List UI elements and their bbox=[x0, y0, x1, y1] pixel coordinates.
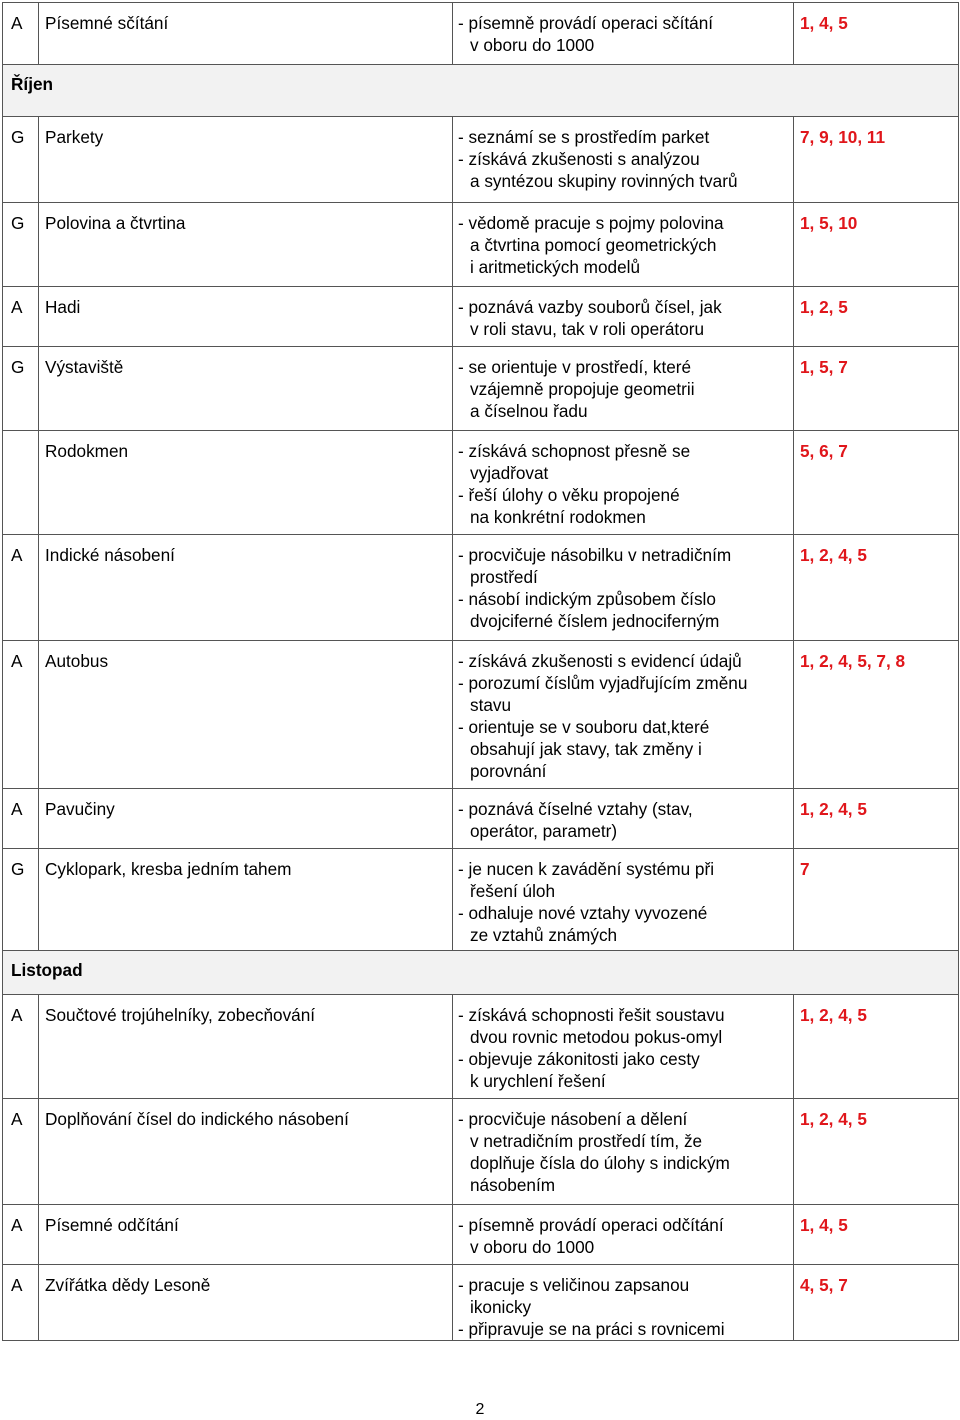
objective-line: dvojciferné číslem jednociferným bbox=[470, 611, 720, 631]
objective-line: vyjadřovat bbox=[470, 463, 549, 483]
objectives-cell bbox=[453, 641, 794, 789]
objectives-cell bbox=[453, 203, 794, 287]
objective-line: v oboru do 1000 bbox=[470, 1237, 595, 1257]
page-number: 2 bbox=[475, 1401, 485, 1418]
objective-line: - objevuje zákonitosti jako cesty bbox=[458, 1049, 700, 1069]
topic-title-cell: Hadi bbox=[39, 287, 453, 347]
table-row bbox=[3, 117, 959, 203]
competences-cell: 1, 2, 4, 5 bbox=[794, 1099, 959, 1205]
objective-line: dvou rovnic metodou pokus-omyl bbox=[470, 1027, 723, 1047]
topic-title-cell: Indické násobení bbox=[39, 535, 453, 641]
topic-title-cell: Autobus bbox=[39, 641, 453, 789]
competences-cell: 7 bbox=[794, 849, 959, 951]
objective-line: - odhaluje nové vztahy vyvozené bbox=[458, 903, 708, 923]
month-heading: Listopad bbox=[3, 951, 959, 995]
objective-line: v oboru do 1000 bbox=[470, 35, 595, 55]
table-row bbox=[3, 287, 959, 347]
area-code-cell: A bbox=[3, 1205, 39, 1265]
table-row bbox=[3, 535, 959, 641]
area-code-cell: G bbox=[3, 347, 39, 431]
competences-cell: 1, 2, 4, 5 bbox=[794, 535, 959, 641]
table-row bbox=[3, 1265, 959, 1341]
month-heading-row bbox=[3, 65, 959, 117]
objective-line: - připravuje se na práci s rovnicemi bbox=[458, 1319, 725, 1339]
objective-line: vzájemně propojuje geometrii bbox=[470, 379, 695, 399]
objective-line: a čtvrtina pomocí geometrických bbox=[470, 235, 717, 255]
objective-line: - porozumí číslům vyjadřujícím změnu bbox=[458, 673, 748, 693]
competences-cell: 7, 9, 10, 11 bbox=[794, 117, 959, 203]
objective-line: - procvičuje násobení a dělení bbox=[458, 1109, 688, 1129]
objective-line: ikonicky bbox=[470, 1297, 532, 1317]
objective-line: - získává zkušenosti s analýzou bbox=[458, 149, 700, 169]
area-code-cell: G bbox=[3, 849, 39, 951]
objective-line: - pracuje s veličinou zapsanou bbox=[458, 1275, 690, 1295]
competences-cell: 1, 2, 4, 5 bbox=[794, 789, 959, 849]
curriculum-table bbox=[2, 2, 959, 1341]
objective-line: - řeší úlohy o věku propojené bbox=[458, 485, 680, 505]
objective-line: doplňuje čísla do úlohy s indickým bbox=[470, 1153, 730, 1173]
topic-title-cell: Výstaviště bbox=[39, 347, 453, 431]
area-code-cell: A bbox=[3, 1265, 39, 1341]
objective-line: v roli stavu, tak v roli operátoru bbox=[470, 319, 705, 339]
area-code-cell: A bbox=[3, 535, 39, 641]
topic-title-cell: Doplňování čísel do indického násobení bbox=[39, 1099, 453, 1205]
objective-line: a číselnou řadu bbox=[470, 401, 588, 421]
objective-line: řešení úloh bbox=[470, 881, 556, 901]
objective-line: - písemně provádí operaci sčítání bbox=[458, 13, 714, 33]
objective-line: porovnání bbox=[470, 761, 547, 781]
topic-title-cell: Písemné odčítání bbox=[39, 1205, 453, 1265]
table-row bbox=[3, 1099, 959, 1205]
objectives-cell bbox=[453, 995, 794, 1099]
objective-line: - seznámí se s prostředím parket bbox=[458, 127, 710, 147]
objective-line: - získává zkušenosti s evidencí údajů bbox=[458, 651, 742, 671]
month-heading-row bbox=[3, 951, 959, 995]
objective-line: - získává schopnost přesně se bbox=[458, 441, 691, 461]
competences-cell: 1, 2, 4, 5, 7, 8 bbox=[794, 641, 959, 789]
topic-title-cell: Rodokmen bbox=[39, 431, 453, 535]
objective-line: - poznává vazby souborů čísel, jak bbox=[458, 297, 722, 317]
objective-line: - vědomě pracuje s pojmy polovina bbox=[458, 213, 724, 233]
objectives-cell bbox=[453, 431, 794, 535]
objective-line: - získává schopnosti řešit soustavu bbox=[458, 1005, 725, 1025]
objective-line: na konkrétní rodokmen bbox=[470, 507, 646, 527]
objectives-cell bbox=[453, 3, 794, 65]
competences-cell: 5, 6, 7 bbox=[794, 431, 959, 535]
objectives-cell bbox=[453, 1265, 794, 1341]
objective-line: operátor, parametr) bbox=[470, 821, 618, 841]
table-row bbox=[3, 3, 959, 65]
objective-line: - písemně provádí operaci odčítání bbox=[458, 1215, 724, 1235]
objective-line: v netradičním prostředí tím, že bbox=[470, 1131, 703, 1151]
area-code-cell: A bbox=[3, 995, 39, 1099]
area-code-cell: G bbox=[3, 117, 39, 203]
objective-line: - orientuje se v souboru dat,které bbox=[458, 717, 710, 737]
objective-line: - poznává číselné vztahy (stav, bbox=[458, 799, 693, 819]
area-code-cell: A bbox=[3, 287, 39, 347]
table-row bbox=[3, 641, 959, 789]
topic-title-cell: Zvířátka dědy Lesoně bbox=[39, 1265, 453, 1341]
area-code-cell: A bbox=[3, 1099, 39, 1205]
objectives-cell bbox=[453, 789, 794, 849]
objectives-cell bbox=[453, 535, 794, 641]
objectives-cell bbox=[453, 1205, 794, 1265]
objective-line: násobením bbox=[470, 1175, 556, 1195]
objective-line: - násobí indickým způsobem číslo bbox=[458, 589, 716, 609]
objective-line: ze vztahů známých bbox=[470, 925, 618, 945]
competences-cell: 1, 2, 5 bbox=[794, 287, 959, 347]
competences-cell: 1, 4, 5 bbox=[794, 3, 959, 65]
objective-line: - procvičuje násobilku v netradičním bbox=[458, 545, 732, 565]
objectives-cell bbox=[453, 849, 794, 951]
objective-line: k urychlení řešení bbox=[470, 1071, 606, 1091]
area-code-cell bbox=[3, 431, 39, 535]
area-code-cell: G bbox=[3, 203, 39, 287]
topic-title-cell: Cyklopark, kresba jedním tahem bbox=[39, 849, 453, 951]
objective-line: stavu bbox=[470, 695, 512, 715]
objectives-cell bbox=[453, 117, 794, 203]
month-heading: Říjen bbox=[3, 65, 959, 117]
topic-title-cell: Součtové trojúhelníky, zobecňování bbox=[39, 995, 453, 1099]
competences-cell: 1, 4, 5 bbox=[794, 1205, 959, 1265]
area-code-cell: A bbox=[3, 641, 39, 789]
table-row bbox=[3, 203, 959, 287]
objective-line: obsahují jak stavy, tak změny i bbox=[470, 739, 702, 759]
table-row bbox=[3, 347, 959, 431]
topic-title-cell: Polovina a čtvrtina bbox=[39, 203, 453, 287]
objectives-cell bbox=[453, 347, 794, 431]
competences-cell: 4, 5, 7 bbox=[794, 1265, 959, 1341]
table-row bbox=[3, 995, 959, 1099]
objective-line: - je nucen k zavádění systému při bbox=[458, 859, 715, 879]
objective-line: a syntézou skupiny rovinných tvarů bbox=[470, 171, 738, 191]
objectives-cell bbox=[453, 287, 794, 347]
objective-line: i aritmetických modelů bbox=[470, 257, 641, 277]
objective-line: prostředí bbox=[470, 567, 538, 587]
area-code-cell: A bbox=[3, 789, 39, 849]
topic-title-cell: Pavučiny bbox=[39, 789, 453, 849]
area-code-cell: A bbox=[3, 3, 39, 65]
competences-cell: 1, 5, 10 bbox=[794, 203, 959, 287]
table-row bbox=[3, 1205, 959, 1265]
curriculum-table-body bbox=[3, 3, 959, 1341]
table-row bbox=[3, 789, 959, 849]
competences-cell: 1, 5, 7 bbox=[794, 347, 959, 431]
table-row bbox=[3, 849, 959, 951]
objectives-cell bbox=[453, 1099, 794, 1205]
competences-cell: 1, 2, 4, 5 bbox=[794, 995, 959, 1099]
topic-title-cell: Parkety bbox=[39, 117, 453, 203]
objective-line: - se orientuje v prostředí, které bbox=[458, 357, 692, 377]
table-row bbox=[3, 431, 959, 535]
topic-title-cell: Písemné sčítání bbox=[39, 3, 453, 65]
